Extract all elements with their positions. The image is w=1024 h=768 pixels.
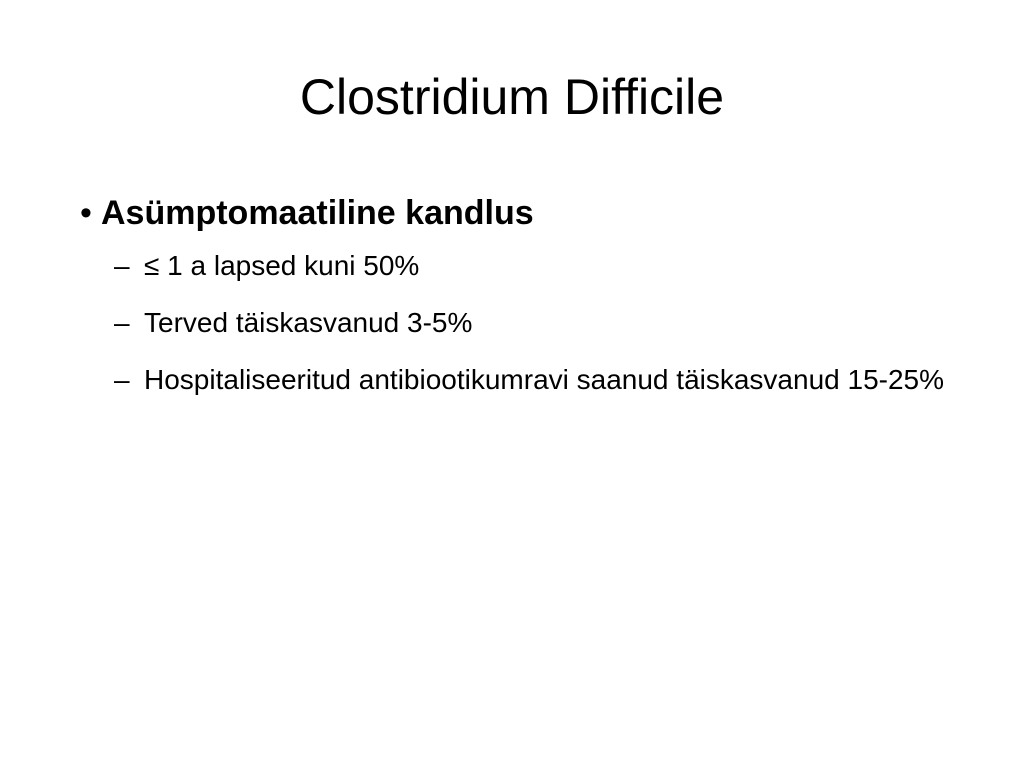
slide-content: [80, 190, 960, 419]
main-bullet-text: Asümptomaatiline kandlus: [101, 194, 534, 232]
sub-bullet-text: ≤ 1 a lapsed kuni 50%: [144, 250, 420, 281]
sub-bullet-text: Hospitaliseeritud antibiootikumravi saanud täiskasvanud 15-25%: [144, 364, 945, 395]
sub-bullet-item: [114, 362, 960, 398]
sub-bullet-list: [80, 248, 960, 398]
sub-bullet-item: [114, 305, 960, 341]
sub-bullet-text: Terved täiskasvanud 3-5%: [144, 307, 473, 338]
bullet-dot-icon: •: [80, 194, 92, 232]
main-bullet: [80, 190, 960, 236]
dash-icon: –: [114, 250, 130, 281]
dash-icon: –: [114, 364, 130, 395]
sub-bullet-item: [114, 248, 960, 284]
dash-icon: –: [114, 307, 130, 338]
slide-title: Clostridium Difficile: [299, 69, 725, 125]
